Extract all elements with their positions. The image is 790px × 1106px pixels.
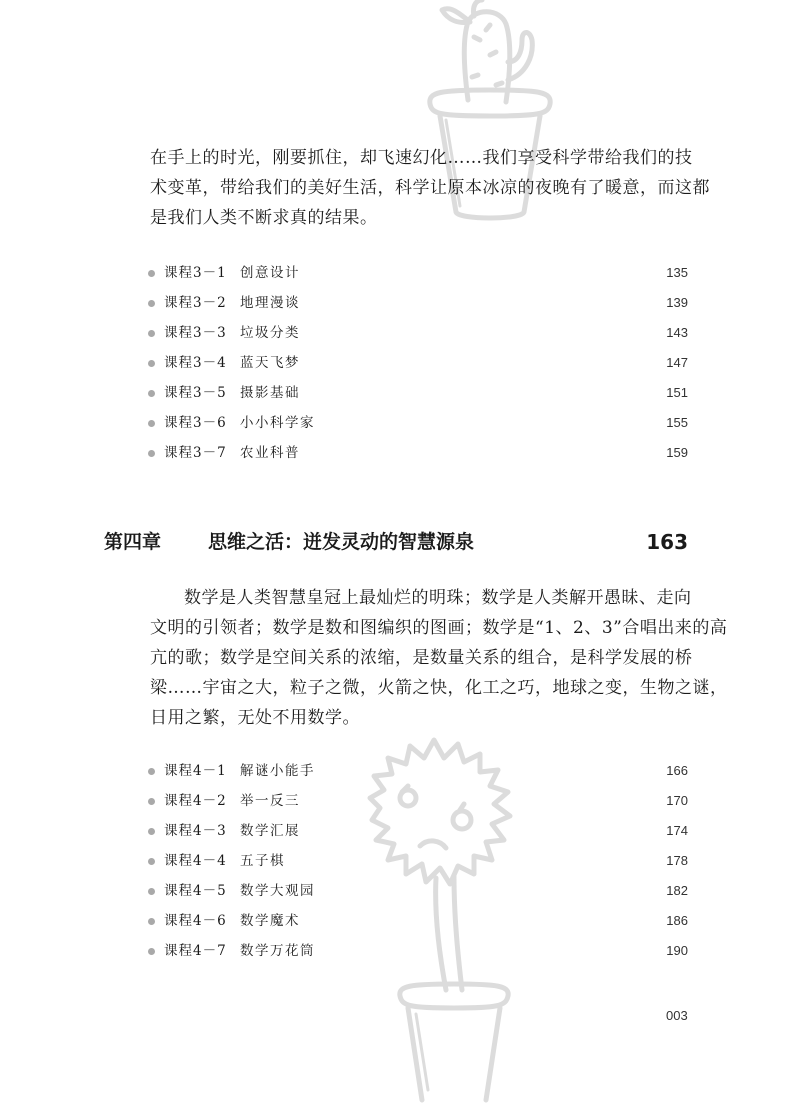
toc-entry[interactable] <box>146 288 688 318</box>
page-number: 143 <box>666 325 688 340</box>
paragraph-line: 文明的引领者；数学是数和图编织的图画；数学是“1、2、3”合唱出来的高 <box>150 618 728 638</box>
lesson-code: 课程4－6 <box>164 913 227 929</box>
chapter-page-number: 163 <box>646 530 688 554</box>
page-number: 190 <box>666 943 688 958</box>
lesson-title: 小小科学家 <box>240 415 315 431</box>
paragraph-line: 是我们人类不断求真的结果。 <box>150 208 378 228</box>
bullet-icon <box>148 828 155 835</box>
lesson-title: 数学大观园 <box>240 883 315 899</box>
lesson-code: 课程3－1 <box>164 265 227 281</box>
lesson-code: 课程3－5 <box>164 385 227 401</box>
bullet-icon <box>148 330 155 337</box>
bullet-icon <box>148 300 155 307</box>
folio-page-number: 003 <box>666 1008 688 1023</box>
bullet-icon <box>148 768 155 775</box>
page-number: 139 <box>666 295 688 310</box>
page-number: 182 <box>666 883 688 898</box>
lesson-code: 课程4－3 <box>164 823 227 839</box>
toc-entry[interactable] <box>146 906 688 936</box>
lesson-code: 课程4－4 <box>164 853 227 869</box>
paragraph-line: 日用之繁，无处不用数学。 <box>150 708 360 728</box>
toc-entry[interactable] <box>146 786 688 816</box>
chapter4-lesson-list <box>146 756 688 966</box>
page-number: 159 <box>666 445 688 460</box>
lesson-code: 课程4－7 <box>164 943 227 959</box>
chapter-heading[interactable] <box>104 527 688 557</box>
page-number: 178 <box>666 853 688 868</box>
chapter4-paragraph <box>150 583 728 733</box>
toc-entry[interactable] <box>146 936 688 966</box>
lesson-title: 数学万花筒 <box>240 943 315 959</box>
lesson-code: 课程3－2 <box>164 295 227 311</box>
toc-entry[interactable] <box>146 756 688 786</box>
lesson-title: 举一反三 <box>240 793 300 809</box>
lesson-title: 垃圾分类 <box>240 325 300 341</box>
lesson-title: 创意设计 <box>240 265 300 281</box>
toc-entry[interactable] <box>146 846 688 876</box>
paragraph-line: 术变革，带给我们的美好生活，科学让原本冰凉的夜晚有了暖意，而这都 <box>150 178 710 198</box>
bullet-icon <box>148 948 155 955</box>
page-number: 170 <box>666 793 688 808</box>
toc-entry[interactable] <box>146 258 688 288</box>
paragraph-line: 在手上的时光，刚要抓住，却飞速幻化……我们享受科学带给我们的技 <box>150 148 693 168</box>
lesson-code: 课程3－3 <box>164 325 227 341</box>
toc-entry[interactable] <box>146 378 688 408</box>
toc-entry[interactable] <box>146 876 688 906</box>
toc-entry[interactable] <box>146 318 688 348</box>
toc-entry[interactable] <box>146 816 688 846</box>
lesson-code: 课程4－1 <box>164 763 227 779</box>
chapter-number: 第四章 <box>104 531 162 553</box>
lesson-code: 课程3－6 <box>164 415 227 431</box>
bullet-icon <box>148 888 155 895</box>
lesson-title: 解谜小能手 <box>240 763 315 779</box>
lesson-title: 数学汇展 <box>240 823 300 839</box>
lesson-code: 课程3－7 <box>164 445 227 461</box>
bullet-icon <box>148 858 155 865</box>
lesson-code: 课程4－2 <box>164 793 227 809</box>
bullet-icon <box>148 420 155 427</box>
paragraph-line: 数学是人类智慧皇冠上最灿烂的明珠；数学是人类解开愚昧、走向 <box>184 588 692 608</box>
paragraph-line: 亢的歌；数学是空间关系的浓缩，是数量关系的组合，是科学发展的桥 <box>150 648 693 668</box>
bullet-icon <box>148 798 155 805</box>
lesson-code: 课程3－4 <box>164 355 227 371</box>
lesson-title: 农业科普 <box>240 445 300 461</box>
page-number: 135 <box>666 265 688 280</box>
page-number: 155 <box>666 415 688 430</box>
intro-paragraph <box>150 143 710 233</box>
paragraph-line: 梁……宇宙之大，粒子之微，火箭之快，化工之巧，地球之变，生物之谜， <box>150 678 728 698</box>
lesson-title: 五子棋 <box>240 853 285 869</box>
bullet-icon <box>148 270 155 277</box>
page-number: 147 <box>666 355 688 370</box>
bullet-icon <box>148 390 155 397</box>
lesson-code: 课程4－5 <box>164 883 227 899</box>
bullet-icon <box>148 450 155 457</box>
page-number: 174 <box>666 823 688 838</box>
lesson-title: 摄影基础 <box>240 385 300 401</box>
lesson-title: 地理漫谈 <box>240 295 300 311</box>
bullet-icon <box>148 918 155 925</box>
lesson-title: 蓝天飞梦 <box>240 355 300 371</box>
bullet-icon <box>148 360 155 367</box>
chapter3-lesson-list <box>146 258 688 468</box>
chapter-title: 思维之活：迸发灵动的智慧源泉 <box>208 531 475 553</box>
page-number: 166 <box>666 763 688 778</box>
toc-entry[interactable] <box>146 348 688 378</box>
toc-entry[interactable] <box>146 408 688 438</box>
page-number: 186 <box>666 913 688 928</box>
page-number: 151 <box>666 385 688 400</box>
lesson-title: 数学魔术 <box>240 913 300 929</box>
toc-entry[interactable] <box>146 438 688 468</box>
